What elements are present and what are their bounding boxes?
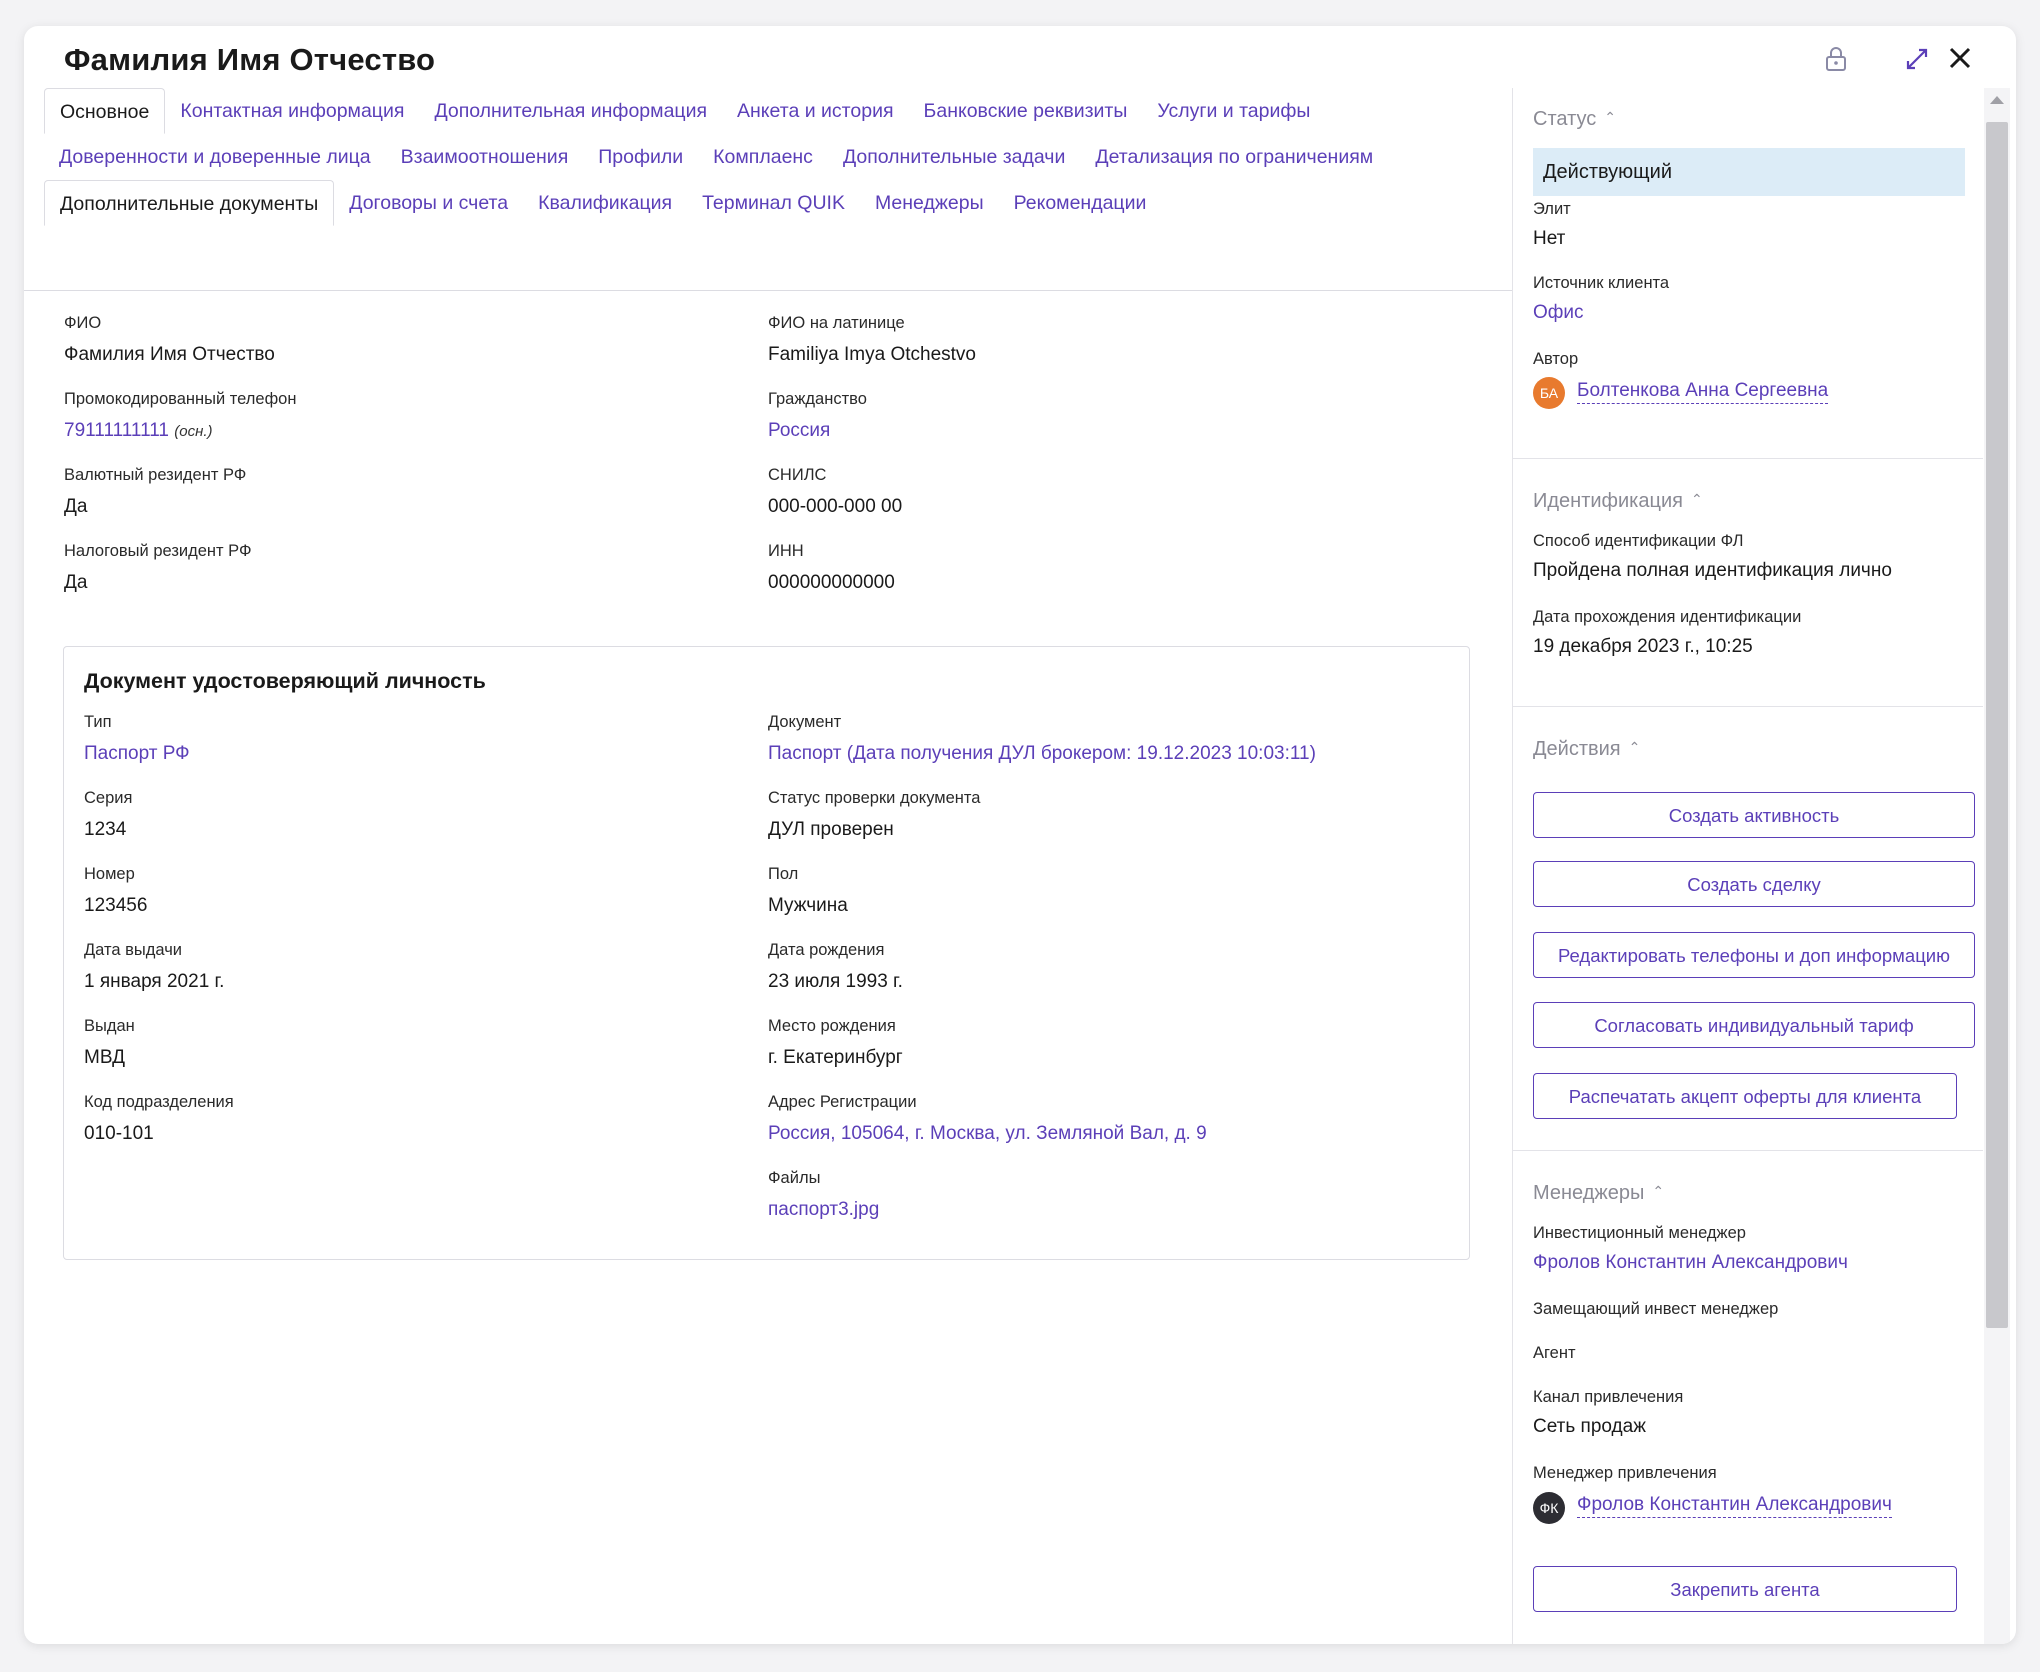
- channel-label: Канал привлечения: [1533, 1388, 1684, 1406]
- tab-contact-info[interactable]: Контактная информация: [180, 100, 405, 122]
- citizenship-link[interactable]: Россия: [768, 420, 831, 441]
- address-link[interactable]: Россия, 105064, г. Москва, ул. Земляной Вал, д. 9: [768, 1123, 1207, 1144]
- tab-recommendations[interactable]: Рекомендации: [1013, 192, 1147, 214]
- series-value: 1234: [84, 819, 127, 840]
- author-label: Автор: [1533, 350, 1579, 368]
- check-status-value: ДУЛ проверен: [768, 819, 894, 840]
- create-deal-button[interactable]: Создать сделку: [1533, 861, 1975, 907]
- client-card-modal: [24, 26, 2016, 1644]
- birth-date-value: 23 июля 1993 г.: [768, 971, 903, 992]
- doc-type-label: Тип: [84, 713, 112, 731]
- tab-row-2: [44, 134, 1504, 180]
- series-label: Серия: [84, 789, 133, 807]
- chevron-up-icon: ⌃: [1690, 491, 1703, 507]
- document-link[interactable]: Паспорт (Дата получения ДУЛ брокером: 19.12.2023 10:03:11): [768, 743, 1316, 764]
- ident-method-label: Способ идентификации ФЛ: [1533, 532, 1744, 550]
- tabs-divider: [24, 290, 1512, 291]
- tab-row-3: [44, 180, 1504, 226]
- phone-note: (осн.): [174, 423, 213, 440]
- address-label: Адрес Регистрации: [768, 1093, 917, 1111]
- inv-manager-label: Инвестиционный менеджер: [1533, 1224, 1746, 1242]
- tab-quik-terminal[interactable]: Терминал QUIK: [702, 192, 845, 214]
- tab-compliance[interactable]: Комплаенс: [713, 146, 813, 168]
- ident-date-label: Дата прохождения идентификации: [1533, 608, 1802, 626]
- manager-avatar: ФК: [1533, 1492, 1565, 1524]
- check-status-label: Статус проверки документа: [768, 789, 981, 807]
- number-value: 123456: [84, 895, 148, 916]
- managers-section-toggle[interactable]: [1533, 1182, 1664, 1205]
- tab-row-1: [44, 88, 1504, 134]
- elite-label: Элит: [1533, 200, 1571, 218]
- phone-label: Промокодированный телефон: [64, 390, 297, 408]
- status-badge: Действующий: [1533, 148, 1965, 196]
- approve-tariff-button[interactable]: Согласовать индивидуальный тариф: [1533, 1002, 1975, 1048]
- tab-qualification[interactable]: Квалификация: [538, 192, 673, 214]
- document-label: Документ: [768, 713, 842, 731]
- managers-section-title: Менеджеры: [1533, 1182, 1645, 1204]
- issued-by-label: Выдан: [84, 1017, 135, 1035]
- chevron-up-icon: ⌃: [1652, 1183, 1665, 1199]
- ident-date-value: 19 декабря 2023 г., 10:25: [1533, 636, 1753, 657]
- tab-relationships[interactable]: Взаимоотношения: [400, 146, 569, 168]
- edit-phones-button[interactable]: Редактировать телефоны и доп информацию: [1533, 932, 1975, 978]
- fio-label: ФИО: [64, 314, 102, 332]
- inv-manager-link[interactable]: Фролов Константин Александрович: [1533, 1252, 1848, 1273]
- author-avatar: БА: [1533, 377, 1565, 409]
- expand-icon[interactable]: [1904, 46, 1930, 72]
- scrollbar-thumb[interactable]: [1986, 122, 2008, 1328]
- doc-type-link[interactable]: Паспорт РФ: [84, 743, 190, 764]
- fio-latin-value: Familiya Imya Otchestvo: [768, 344, 976, 365]
- pin-agent-button[interactable]: Закрепить агента: [1533, 1566, 1957, 1612]
- inn-value: 000000000000: [768, 572, 895, 593]
- divider: [1513, 1150, 1983, 1151]
- print-offer-button[interactable]: Распечатать акцепт оферты для клиента: [1533, 1073, 1957, 1119]
- birth-date-label: Дата рождения: [768, 941, 885, 959]
- currency-resident-label: Валютный резидент РФ: [64, 466, 247, 484]
- chevron-up-icon: ⌃: [1628, 739, 1641, 755]
- main-content: [24, 88, 1512, 1644]
- tab-additional-tasks[interactable]: Дополнительные задачи: [842, 146, 1066, 168]
- sidebar: [1512, 88, 2016, 1644]
- attr-manager-link[interactable]: Фролов Константин Александрович: [1577, 1494, 1892, 1518]
- dept-code-label: Код подразделения: [84, 1093, 234, 1111]
- tab-bank-details[interactable]: Банковские реквизиты: [923, 100, 1128, 122]
- doc-card-title: Документ удостоверяющий личность: [84, 669, 486, 693]
- issued-by-value: МВД: [84, 1047, 125, 1068]
- snils-value: 000-000-000 00: [768, 496, 903, 517]
- tab-services-tariffs[interactable]: Услуги и тарифы: [1157, 100, 1311, 122]
- scroll-up-icon[interactable]: [1990, 96, 2004, 104]
- author-link[interactable]: Болтенкова Анна Сергеевна: [1577, 380, 1828, 404]
- tab-restrictions-detail[interactable]: Детализация по ограничениям: [1095, 146, 1374, 168]
- identification-section-title: Идентификация: [1533, 490, 1683, 512]
- channel-value: Сеть продаж: [1533, 1416, 1646, 1437]
- tab-additional-documents[interactable]: Дополнительные документы: [44, 180, 334, 226]
- identity-document-card: [63, 646, 1470, 1260]
- sub-manager-label: Замещающий инвест менеджер: [1533, 1300, 1779, 1318]
- fio-value: Фамилия Имя Отчество: [64, 344, 275, 365]
- tab-main[interactable]: Основное: [44, 88, 165, 134]
- phone-field: [64, 420, 213, 442]
- lock-icon[interactable]: [1824, 46, 1848, 72]
- birth-place-label: Место рождения: [768, 1017, 896, 1035]
- number-label: Номер: [84, 865, 135, 883]
- phone-link[interactable]: 79111111111: [64, 420, 169, 441]
- tax-resident-value: Да: [64, 572, 88, 593]
- tab-profiles[interactable]: Профили: [598, 146, 684, 168]
- currency-resident-value: Да: [64, 496, 88, 517]
- divider: [1513, 458, 1983, 459]
- issue-date-value: 1 января 2021 г.: [84, 971, 225, 992]
- attr-manager-label: Менеджер привлечения: [1533, 1464, 1717, 1482]
- files-label: Файлы: [768, 1169, 821, 1187]
- agent-label: Агент: [1533, 1344, 1576, 1362]
- status-section-title: Статус: [1533, 108, 1597, 130]
- client-source-link[interactable]: Офис: [1533, 302, 1584, 323]
- tab-power-of-attorney[interactable]: Доверенности и доверенные лица: [59, 146, 371, 168]
- fio-latin-label: ФИО на латинице: [768, 314, 905, 332]
- tab-contracts-accounts[interactable]: Договоры и счета: [349, 192, 509, 214]
- sex-label: Пол: [768, 865, 799, 883]
- tab-bar: [44, 88, 1504, 226]
- divider: [1513, 706, 1983, 707]
- page-title: Фамилия Имя Отчество: [64, 42, 436, 77]
- issue-date-label: Дата выдачи: [84, 941, 183, 959]
- sex-value: Мужчина: [768, 895, 848, 916]
- identification-section-toggle[interactable]: [1533, 490, 1703, 513]
- client-source-label: Источник клиента: [1533, 274, 1670, 292]
- actions-section-toggle[interactable]: [1533, 738, 1640, 761]
- tab-managers[interactable]: Менеджеры: [874, 192, 984, 214]
- dept-code-value: 010-101: [84, 1123, 154, 1144]
- tab-additional-info[interactable]: Дополнительная информация: [434, 100, 708, 122]
- ident-method-value: Пройдена полная идентификация лично: [1533, 560, 1892, 581]
- file-link[interactable]: паспорт3.jpg: [768, 1199, 880, 1220]
- tab-questionnaire[interactable]: Анкета и история: [737, 100, 894, 122]
- create-activity-button[interactable]: Создать активность: [1533, 792, 1975, 838]
- citizenship-label: Гражданство: [768, 390, 867, 408]
- status-section-toggle[interactable]: [1533, 108, 1616, 131]
- snils-label: СНИЛС: [768, 466, 827, 484]
- actions-section-title: Действия: [1533, 738, 1621, 760]
- inn-label: ИНН: [768, 542, 804, 560]
- tax-resident-label: Налоговый резидент РФ: [64, 542, 252, 560]
- chevron-up-icon: ⌃: [1604, 109, 1616, 125]
- elite-value: Нет: [1533, 228, 1566, 249]
- birth-place-value: г. Екатеринбург: [768, 1047, 903, 1068]
- close-icon[interactable]: [1946, 44, 1974, 72]
